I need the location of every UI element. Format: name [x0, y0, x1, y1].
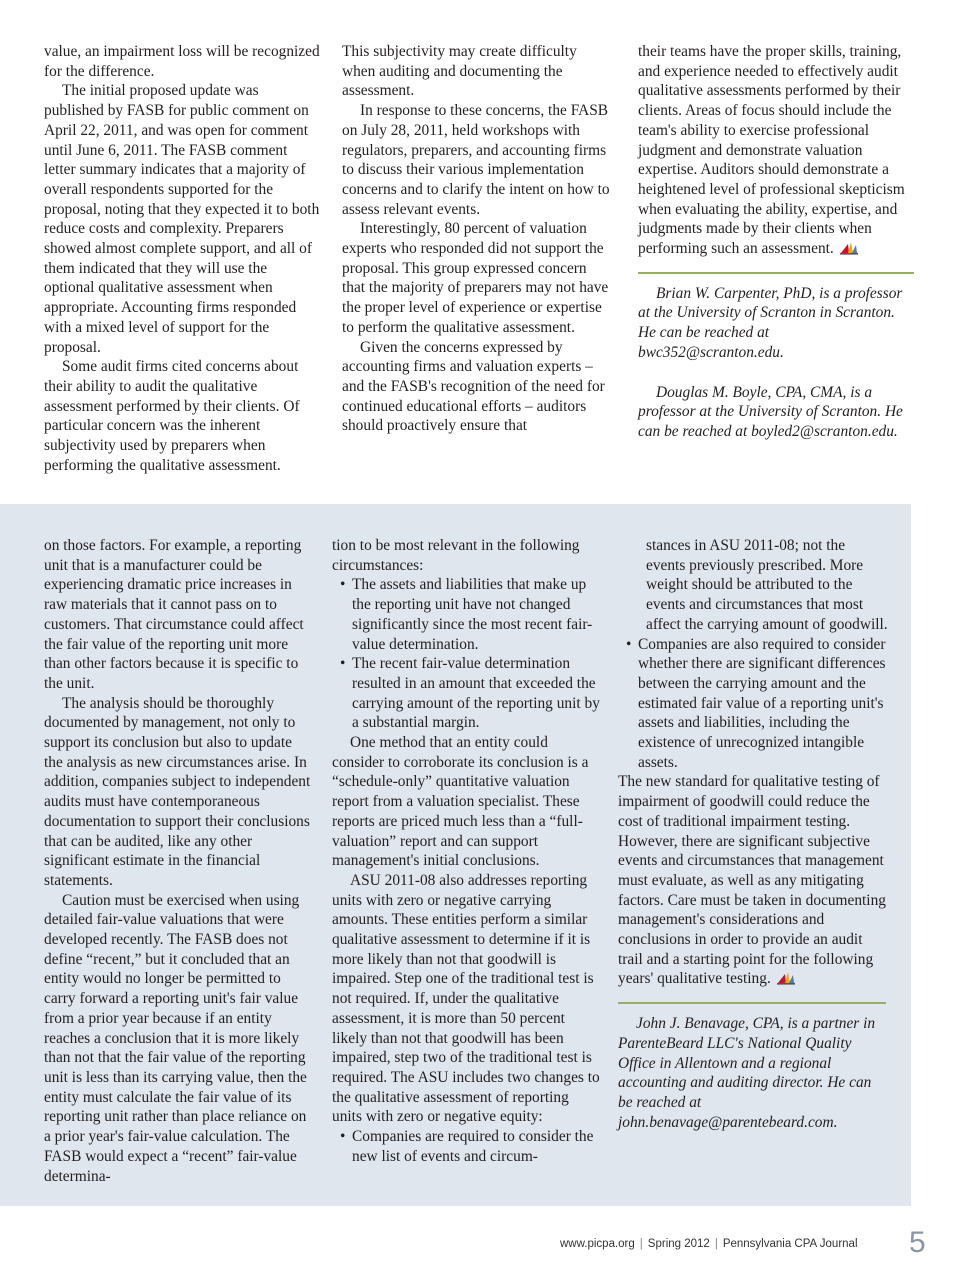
paragraph: on those factors. For example, a reporting unit that is a manufacturer could be experiencing dramatic price increases in raw materials that it cannot pass on to customers. That circumstance could affect the fair value of the reporting unit more than other factors because it is specific to the unit. [44, 537, 304, 692]
list-item: • Companies are required to consider the new list of events and circum- [332, 1127, 600, 1166]
footer-separator: | [639, 1238, 643, 1250]
paragraph: The initial proposed update was published by FASB for public comment on April 22, 2011, and was open for comment until June 6, 2011. The FASB comment letter summary indicates that a majority of overall respondents supported for the proposal, noting that they expected it to both reduce costs and complexity. Preparers showed almost complete support, and all of them indicated that they will use the optional qualitative assessment when appropriate. Accounting firms responded with a mixed level of support for the proposal. [44, 82, 320, 356]
bullet-list [332, 1127, 600, 1166]
top-column-2 [342, 42, 610, 436]
paragraph: One method that an entity could consider to corroborate its conclusion is a “schedule-only” quantitative valuation report from a valuation specialist. These reports are priced much less than a “full-valuation” report and can support management's initial conclusions. [332, 734, 589, 870]
paragraph: value, an impairment loss will be recognized for the difference. [44, 43, 320, 80]
paragraph [618, 772, 888, 989]
top-column-1 [44, 42, 320, 475]
footer-issue: Spring 2012 [647, 1238, 710, 1250]
footer-separator: | [714, 1238, 718, 1250]
paragraph: ASU 2011-08 also addresses reporting units with zero or negative carrying amounts. These entities perform a similar qualitative assessment to determine if it is more likely than not that goodwill is impaired. Step one of the traditional test is not required. If, under the qualitative assessment, it is more than 50 percent likely than not that goodwill has been impaired, step two of the traditional test is required. The ASU includes two changes to the qualitative assessment of reporting units with zero or negative equity: [332, 871, 600, 1126]
bottom-column-1 [44, 536, 312, 1186]
paragraph: The analysis should be thoroughly documented by management, not only to support its conclusion but also to update the analysis as new circumstances arise. In addition, companies subject to independent audits must have contemporaneous documentation to support their conclusions that can be audited, like any other significant estimate in the financial statements. [44, 694, 311, 889]
author-bio: John J. Benavage, CPA, is a partner in ParenteBeard LLC's National Quality Office in Allentown and a regional accounting and auditing director. He can be reached at john.benavage@parentebeard.com. [618, 1015, 876, 1131]
paragraph: tion to be most relevant in the following circumstances: [332, 537, 580, 574]
paragraph-text: The new standard for qualitative testing of impairment of goodwill could reduce the cost of traditional impairment testing. However, there are significant subjective events and circumstances that management must evaluate, as well as any mitigating factors. Care must be taken in documenting management's considerations and conclusions in order to provide an audit trail and a starting point for the following years' qualitative testing. [618, 773, 886, 988]
paragraph-text: their teams have the proper skills, training, and experience needed to effectively audit qualitative assessments performed by their clients. Areas of focus should include the team's ability to exercise professional judgment and demonstrate valuation expertise. Auditors should demonstrate a heightened level of professional skepticism when evaluating the ability, expertise, and judgments made by their clients when performing such an assessment. [638, 43, 905, 258]
top-column-3 [638, 42, 914, 442]
book-end-mark-icon [840, 241, 858, 255]
list-item: • The assets and liabilities that make up the reporting unit have not changed significantly since the most recent fair-value determination. [332, 575, 600, 654]
paragraph: In response to these concerns, the FASB on July 28, 2011, held workshops with regulators, preparers, and accounting firms to discuss their various implementation concerns and to clarify the intent on how to assess relevant events. [342, 102, 610, 218]
section-divider [618, 1002, 886, 1004]
bullet-list [618, 635, 888, 773]
author-bio: Brian W. Carpenter, PhD, is a professor at the University of Scranton in Scranton. He can be reached at bwc352@scranton.edu. [638, 284, 903, 361]
list-item: • The recent fair-value determination resulted in an amount that exceeded the carrying amount of the reporting unit by a substantial margin. [332, 654, 600, 733]
paragraph: Interestingly, 80 percent of valuation experts who responded did not support the proposal. This group expressed concern that the majority of preparers may not have the proper level of experience or expertise to perform the qualitative assessment. [342, 220, 609, 336]
footer-website: www.picpa.org [560, 1238, 635, 1250]
page-footer [560, 1238, 858, 1250]
list-item: • Companies are also required to consider whether there are significant differences between the carrying amount and the estimated fair value of a reporting unit's assets and liabilities, including the existence of unrecognized intangible assets. [618, 635, 888, 773]
bullet-list [332, 575, 600, 733]
paragraph: Some audit firms cited concerns about their ability to audit the qualitative assessment performed by their clients. Of particular concern was the inherent subjectivity used by preparers when performing the qualitative assessment. [44, 358, 300, 474]
bullet-continuation: stances in ASU 2011-08; not the events previously prescribed. More weight should be attributed to the events and circumstances that most affect the carrying amount of goodwill. [646, 537, 888, 633]
book-end-mark-icon [777, 971, 795, 985]
section-divider [638, 272, 914, 274]
page-number: 5 [909, 1226, 926, 1259]
paragraph: Given the concerns expressed by accounting firms and valuation experts – and the FASB's recognition of the need for continued educational efforts – auditors should proactively ensure that [342, 338, 605, 435]
footer-publication: Pennsylvania CPA Journal [722, 1238, 858, 1250]
bottom-column-3 [618, 536, 888, 1132]
bottom-column-2 [332, 536, 600, 1167]
paragraph: This subjectivity may create difficulty when auditing and documenting the assessment. [342, 43, 577, 100]
paragraph: Caution must be exercised when using detailed fair-value valuations that were developed recently. The FASB does not define “recent,” but it concluded that an entity would no longer be permitted to carry forward a reporting unit's fair value from a prior year because if an entity reaches a conclusion that it is more likely than not that the fair value of the reporting unit is less than its carrying value, then the entity must calculate the fair value of its reporting unit rather than place reliance on a prior year's fair-value calculation. The FASB would expect a “recent” fair-value determina- [44, 891, 307, 1185]
paragraph [638, 42, 914, 259]
author-bio: Douglas M. Boyle, CPA, CMA, is a professor at the University of Scranton. He can be reached at boyled2@scranton.edu. [638, 383, 903, 440]
